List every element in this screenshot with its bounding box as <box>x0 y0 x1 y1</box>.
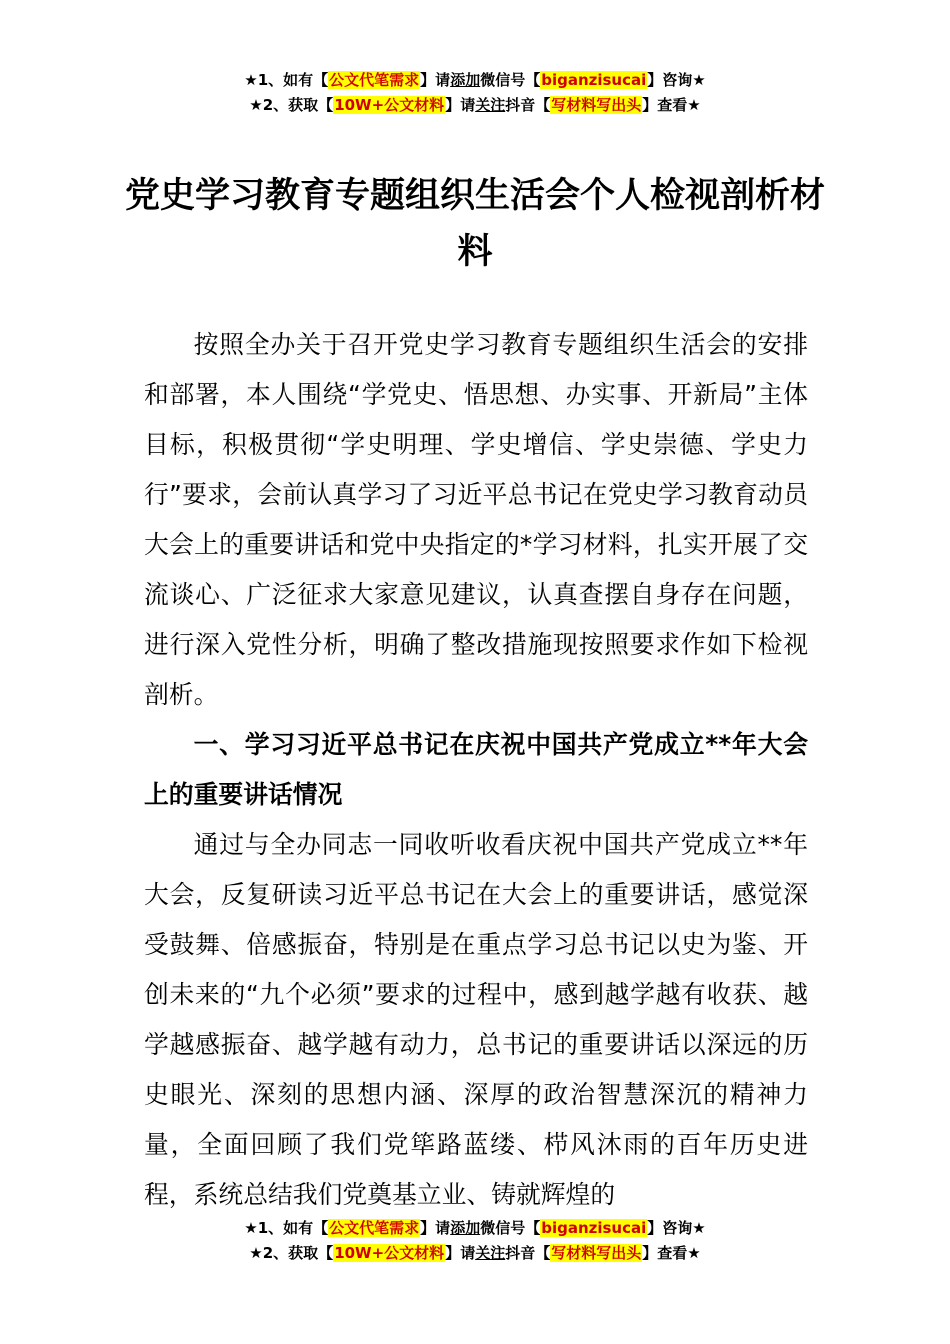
document-body <box>144 320 808 1220</box>
banner-highlight: 10W+公文材料 <box>334 96 445 114</box>
banner-highlight: biganzisucai <box>541 1219 647 1237</box>
section-heading: 一、学习习近平总书记在庆祝中国共产党成立**年大会上的重要讲话情况 <box>144 730 808 809</box>
banner-line-2 <box>0 1241 950 1266</box>
banner-text: 微信号【 <box>480 71 541 89</box>
banner-text: ★2、获取【 <box>249 1244 334 1262</box>
banner-highlight: 公文代笔需求 <box>329 71 420 89</box>
paragraph: 通过与全办同志一同收听收看庆祝中国共产党成立**年大会，反复研读习近平总书记在大会上的重要讲话，感觉深受鼓舞、倍感振奋，特别是在重点学习总书记以史为鉴、开创未来的“九个必须”要求的过程中，感到越学越有收获、越学越感振奋、越学越有动力，总书记的重要讲话以深远的历史眼光、深刻的思想内涵、深厚的政治智慧深沉的精神力量，全面回顾了我们党筚路蓝缕、栉风沐雨的百年历史进程，系统总结我们党奠基立业、铸就辉煌的 <box>144 830 808 1209</box>
banner-underline: 添加 <box>450 1219 481 1237</box>
footer-banner <box>0 1216 950 1266</box>
banner-text: 微信号【 <box>480 1219 541 1237</box>
banner-underline: 添加 <box>450 71 481 89</box>
banner-text: 抖音【 <box>505 1244 551 1262</box>
banner-line-1 <box>0 68 950 93</box>
header-banner <box>0 68 950 118</box>
banner-underline: 关注 <box>475 96 506 114</box>
paragraph: 按照全办关于召开党史学习教育专题组织生活会的安排和部署，本人围绕“学党史、悟思想、办实事、开新局”主体目标，积极贯彻“学史明理、学史增信、学史崇德、学史力行”要求，会前认真学习了习近平总书记在党史学习教育动员大会上的重要讲话和党中央指定的*学习材料，扎实开展了交流谈心、广泛征求大家意见建议，认真查摆自身存在问题，进行深入党性分析，明确了整改措施现按照要求作如下检视剖析。 <box>144 330 808 709</box>
banner-text: ★1、如有【 <box>244 1219 329 1237</box>
banner-highlight: 10W+公文材料 <box>334 1244 445 1262</box>
banner-text: 】请 <box>420 1219 451 1237</box>
banner-line-1 <box>0 1216 950 1241</box>
banner-text: 】查看★ <box>642 96 701 114</box>
banner-underline: 关注 <box>475 1244 506 1262</box>
banner-text: 】咨询★ <box>647 71 706 89</box>
banner-text: ★2、获取【 <box>249 96 334 114</box>
banner-text: 】请 <box>445 96 476 114</box>
banner-text: 】咨询★ <box>647 1219 706 1237</box>
banner-text: 】请 <box>420 71 451 89</box>
banner-highlight: 写材料写出头 <box>551 96 642 114</box>
banner-highlight: 公文代笔需求 <box>329 1219 420 1237</box>
banner-highlight: biganzisucai <box>541 71 647 89</box>
banner-text: 】查看★ <box>642 1244 701 1262</box>
banner-line-2 <box>0 93 950 118</box>
banner-highlight: 写材料写出头 <box>551 1244 642 1262</box>
banner-text: ★1、如有【 <box>244 71 329 89</box>
document-title: 党史学习教育专题组织生活会个人检视剖析材料 <box>124 176 825 272</box>
banner-text: 抖音【 <box>505 96 551 114</box>
banner-text: 】请 <box>445 1244 476 1262</box>
